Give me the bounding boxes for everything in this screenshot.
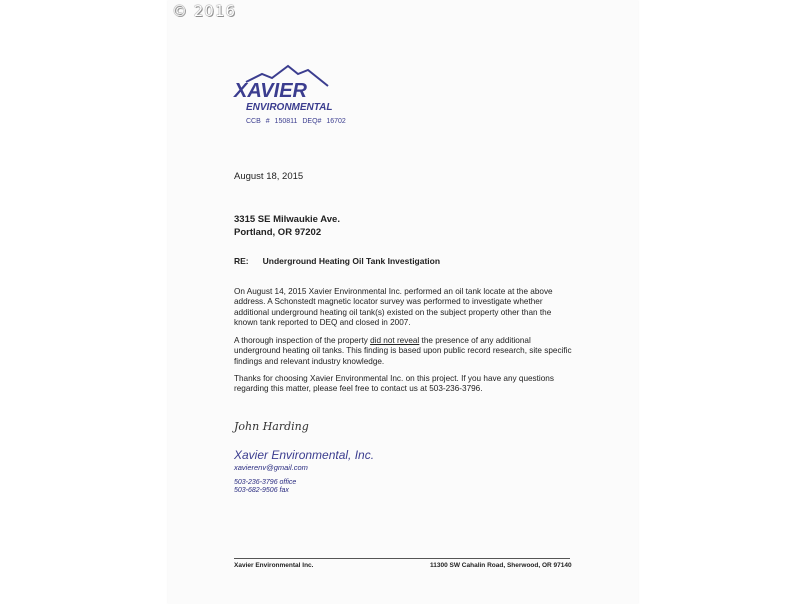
signature-fax: 503-682-9506 fax bbox=[234, 487, 289, 494]
paragraph-2-underlined: did not reveal bbox=[370, 336, 420, 345]
handwritten-signature: John Harding bbox=[234, 420, 309, 433]
footer-divider bbox=[234, 558, 570, 559]
logo-text-top: XAVIER bbox=[234, 80, 307, 102]
signature-company: Xavier Environmental, Inc. bbox=[234, 448, 375, 462]
letter-date: August 18, 2015 bbox=[234, 171, 304, 182]
signature-email: xavierenv@gmail.com bbox=[234, 463, 308, 472]
signature-office-phone: 503-236-3796 office bbox=[234, 479, 297, 486]
copyright-watermark: © 2016 bbox=[172, 2, 236, 20]
footer-company: Xavier Environmental Inc. bbox=[234, 562, 314, 569]
address-line-1: 3315 SE Milwaukie Ave. bbox=[234, 214, 340, 225]
license-numbers: CCB # 150811 DEQ# 16702 bbox=[246, 118, 346, 125]
paragraph-2-start: A thorough inspection of the property bbox=[234, 336, 371, 345]
paragraph-3: Thanks for choosing Xavier Environmental Inc. on this project. If you have any questions regarding this matter, please feel free to contact us at 503-236-3796. bbox=[234, 374, 554, 394]
re-subject: Underground Heating Oil Tank Investigation bbox=[262, 256, 441, 266]
paragraph-2-end: the presence of any additional underground heating oil tanks. This finding is based upon public record research, site specific findings and relevant industry knowledge. bbox=[234, 336, 572, 366]
footer-address: 11300 SW Cahalin Road, Sherwood, OR 97140 bbox=[430, 562, 572, 569]
re-label: RE: bbox=[234, 256, 249, 266]
subject-line bbox=[234, 256, 440, 266]
xavier-environmental-logo bbox=[232, 64, 357, 114]
paragraph-2 bbox=[234, 336, 574, 367]
paragraph-1: On August 14, 2015 Xavier Environmental Inc. performed an oil tank locate at the above address. A Schonstedt magnetic locator survey was performed to investigate whether additional underground heating oil tank(s) existed on the subject property other than the known tank reported to DEQ and closed in 2007. bbox=[234, 287, 553, 327]
address-line-2: Portland, OR 97202 bbox=[234, 227, 322, 238]
logo-text-bottom: ENVIRONMENTAL bbox=[246, 102, 333, 113]
recipient-address bbox=[234, 213, 340, 239]
